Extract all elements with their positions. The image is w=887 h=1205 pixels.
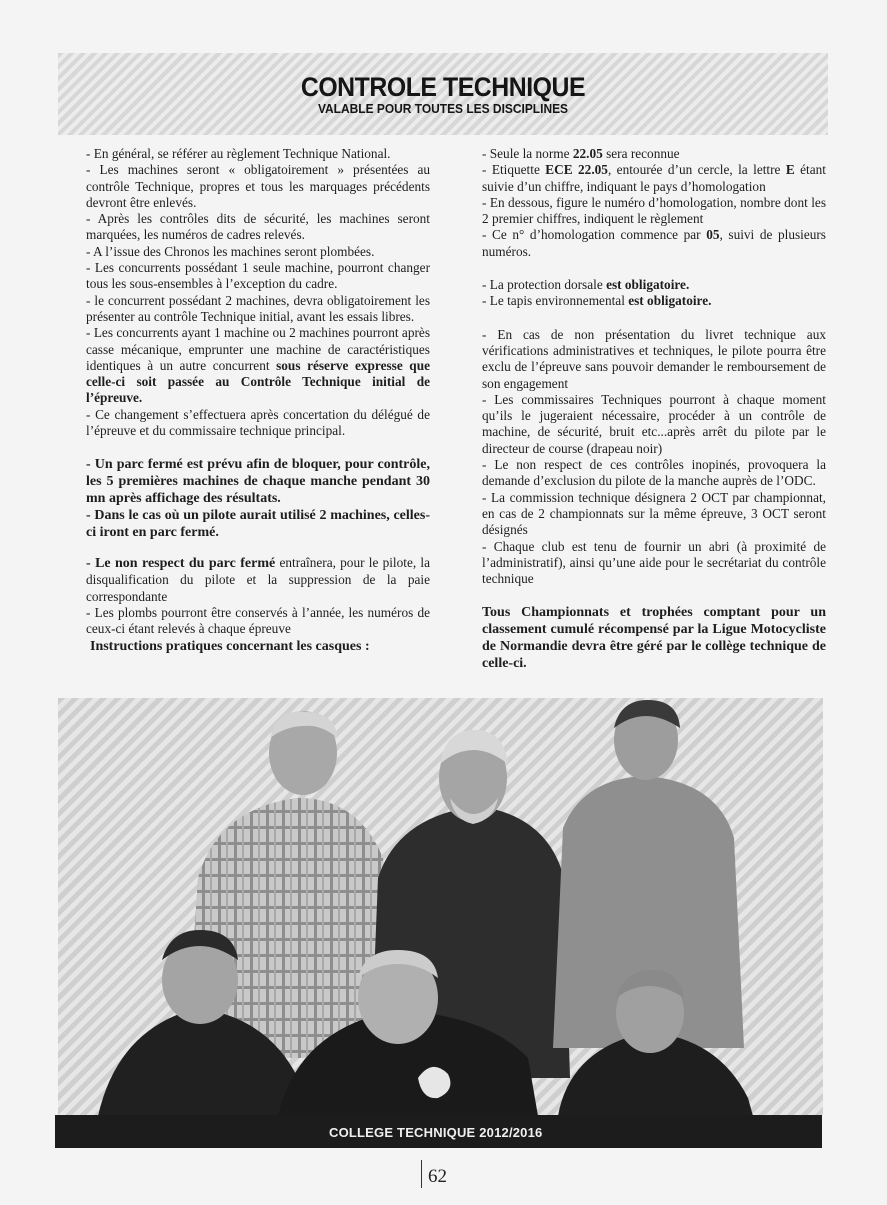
bold-text: 22.05 (572, 146, 603, 161)
paragraph-text: sera reconnue (602, 146, 680, 161)
paragraph: - le concurrent possédant 2 machines, devra obligatoirement les présenter au contrôle Technique initial, avant les essais libres. (86, 292, 430, 324)
left-column (86, 146, 430, 655)
page-number-rule (421, 1160, 422, 1188)
bold-text: est obligatoire. (628, 293, 712, 309)
page-subtitle: VALABLE POUR TOUTES LES DISCIPLINES (317, 101, 569, 116)
paragraph-text: - Le tapis environnemental (482, 293, 629, 309)
paragraph (86, 325, 430, 406)
paragraph-text: - Etiquette (482, 162, 546, 178)
photo-caption: COLLEGE TECHNIQUE 2012/2016 (329, 1125, 543, 1140)
bold-text: ECE 22.05 (545, 162, 608, 178)
paragraph-bold: - Dans le cas où un pilote aurait utilisé 2 machines, celles-ci iront en parc fermé. (86, 508, 430, 541)
paragraph: - La commission technique désignera 2 OCT par championnat, en cas de 2 championnats sur la même épreuve, 3 OCT seront désignés (482, 489, 826, 538)
page-title: CONTROLE TECHNIQUE (300, 72, 586, 102)
paragraph-text: , suivi de plusieurs numéros. (482, 227, 826, 259)
header-band (58, 53, 828, 135)
paragraph-bold: - Un parc fermé est prévu afin de bloquer, pour contrôle, les 5 premières machines de chaque manche pendant 30 mn après affichage des résultats. (86, 457, 430, 507)
paragraph: - En dessous, figure le numéro d’homologation, nombre dont les 2 premier chiffres, indiquent le règlement (482, 194, 826, 227)
paragraph: - A l’issue des Chronos les machines seront plombées. (86, 243, 375, 259)
group-photo (58, 698, 823, 1116)
paragraph: - Chaque club est tenu de fournir un abri (à proximité de l’administratif), ainsi qu’une aide pour le secrétariat du contrôle technique (482, 538, 826, 587)
right-column (482, 146, 826, 672)
group-photo-image (58, 698, 823, 1116)
bold-text: E (785, 162, 795, 178)
paragraph (482, 227, 826, 260)
paragraph-text: , entourée d’un cercle, la lettre (607, 162, 786, 178)
photo-caption-bar (55, 1115, 822, 1148)
bold-text: - Le non respect du parc fermé (86, 556, 276, 572)
paragraph (482, 146, 826, 162)
paragraph-text: étant suivie d’un chiffre, indiquant le pays d’homologation (482, 162, 826, 194)
paragraph: - Le non respect de ces contrôles inopinés, provoquera la demande d’exclusion du pilote de la manche auprès de l’ODC. (482, 457, 826, 489)
paragraph: - Les machines seront « obligatoirement » présentées au contrôle Technique, propres et tous les marquages précédents devront être enlevés. (86, 162, 430, 210)
bold-text: 05 (706, 227, 720, 243)
paragraph-text: entraînera, pour le pilote, la disqualification du pilote et la suppression de la paie correspondante (86, 555, 431, 604)
paragraph: - En cas de non présentation du livret technique aux vérifications administratives et techniques, le pilote pourra être exclu de l’épreuve sans pouvoir demander le remboursement de son engagement (482, 326, 826, 391)
page-number: 62 (428, 1166, 447, 1187)
paragraph-bold: Tous Championnats et trophées comptant pour un classement cumulé récompensé par la Ligue Motocycliste de Normandie devra être géré par le collège technique de celle-ci. (482, 605, 826, 672)
paragraph: - Après les contrôles dits de sécurité, les machines seront marquées, les numéros de cadres relevés. (86, 211, 430, 243)
bold-text: est obligatoire. (606, 277, 690, 293)
paragraph-text: - Ce n° d’homologation commence par (482, 227, 707, 243)
paragraph: - En général, se référer au règlement Technique National. (86, 146, 391, 161)
paragraph (86, 555, 430, 605)
bold-text: sous réserve expresse que celle-ci soit passée au Contrôle Technique initial de l’épreuve. (86, 357, 430, 406)
paragraph: - Les concurrents possédant 1 seule machine, pourront changer tous les sous-ensembles à l’exception du cadre. (86, 260, 430, 292)
subheading: Instructions pratiques concernant les casques : (90, 638, 370, 654)
paragraph-text: - La protection dorsale (482, 277, 607, 293)
paragraph-text: - Les concurrents ayant 1 machine ou 2 machines pourront après casse mécanique, emprunter une machine de caractéristiques identiques à un autre concurrent (86, 325, 430, 373)
paragraph: - Les plombs pourront être conservés à l’année, les numéros de ceux-ci étant relevés à chaque épreuve (86, 604, 430, 637)
paragraph-text: - Seule la norme (482, 146, 573, 161)
paragraph: - Ce changement s’effectuera après concertation du délégué de l’épreuve et du commissaire technique principal. (86, 406, 430, 439)
paragraph (482, 293, 826, 309)
paragraph: - Les commissaires Techniques pourront à chaque moment qu’ils le jugeraient nécessaire, procéder à un contrôle de machine, de sécurité, bruit etc...après arrêt du pilote par le directeur de course (drapeau noir) (482, 391, 826, 456)
paragraph (482, 162, 826, 195)
paragraph (482, 277, 826, 293)
